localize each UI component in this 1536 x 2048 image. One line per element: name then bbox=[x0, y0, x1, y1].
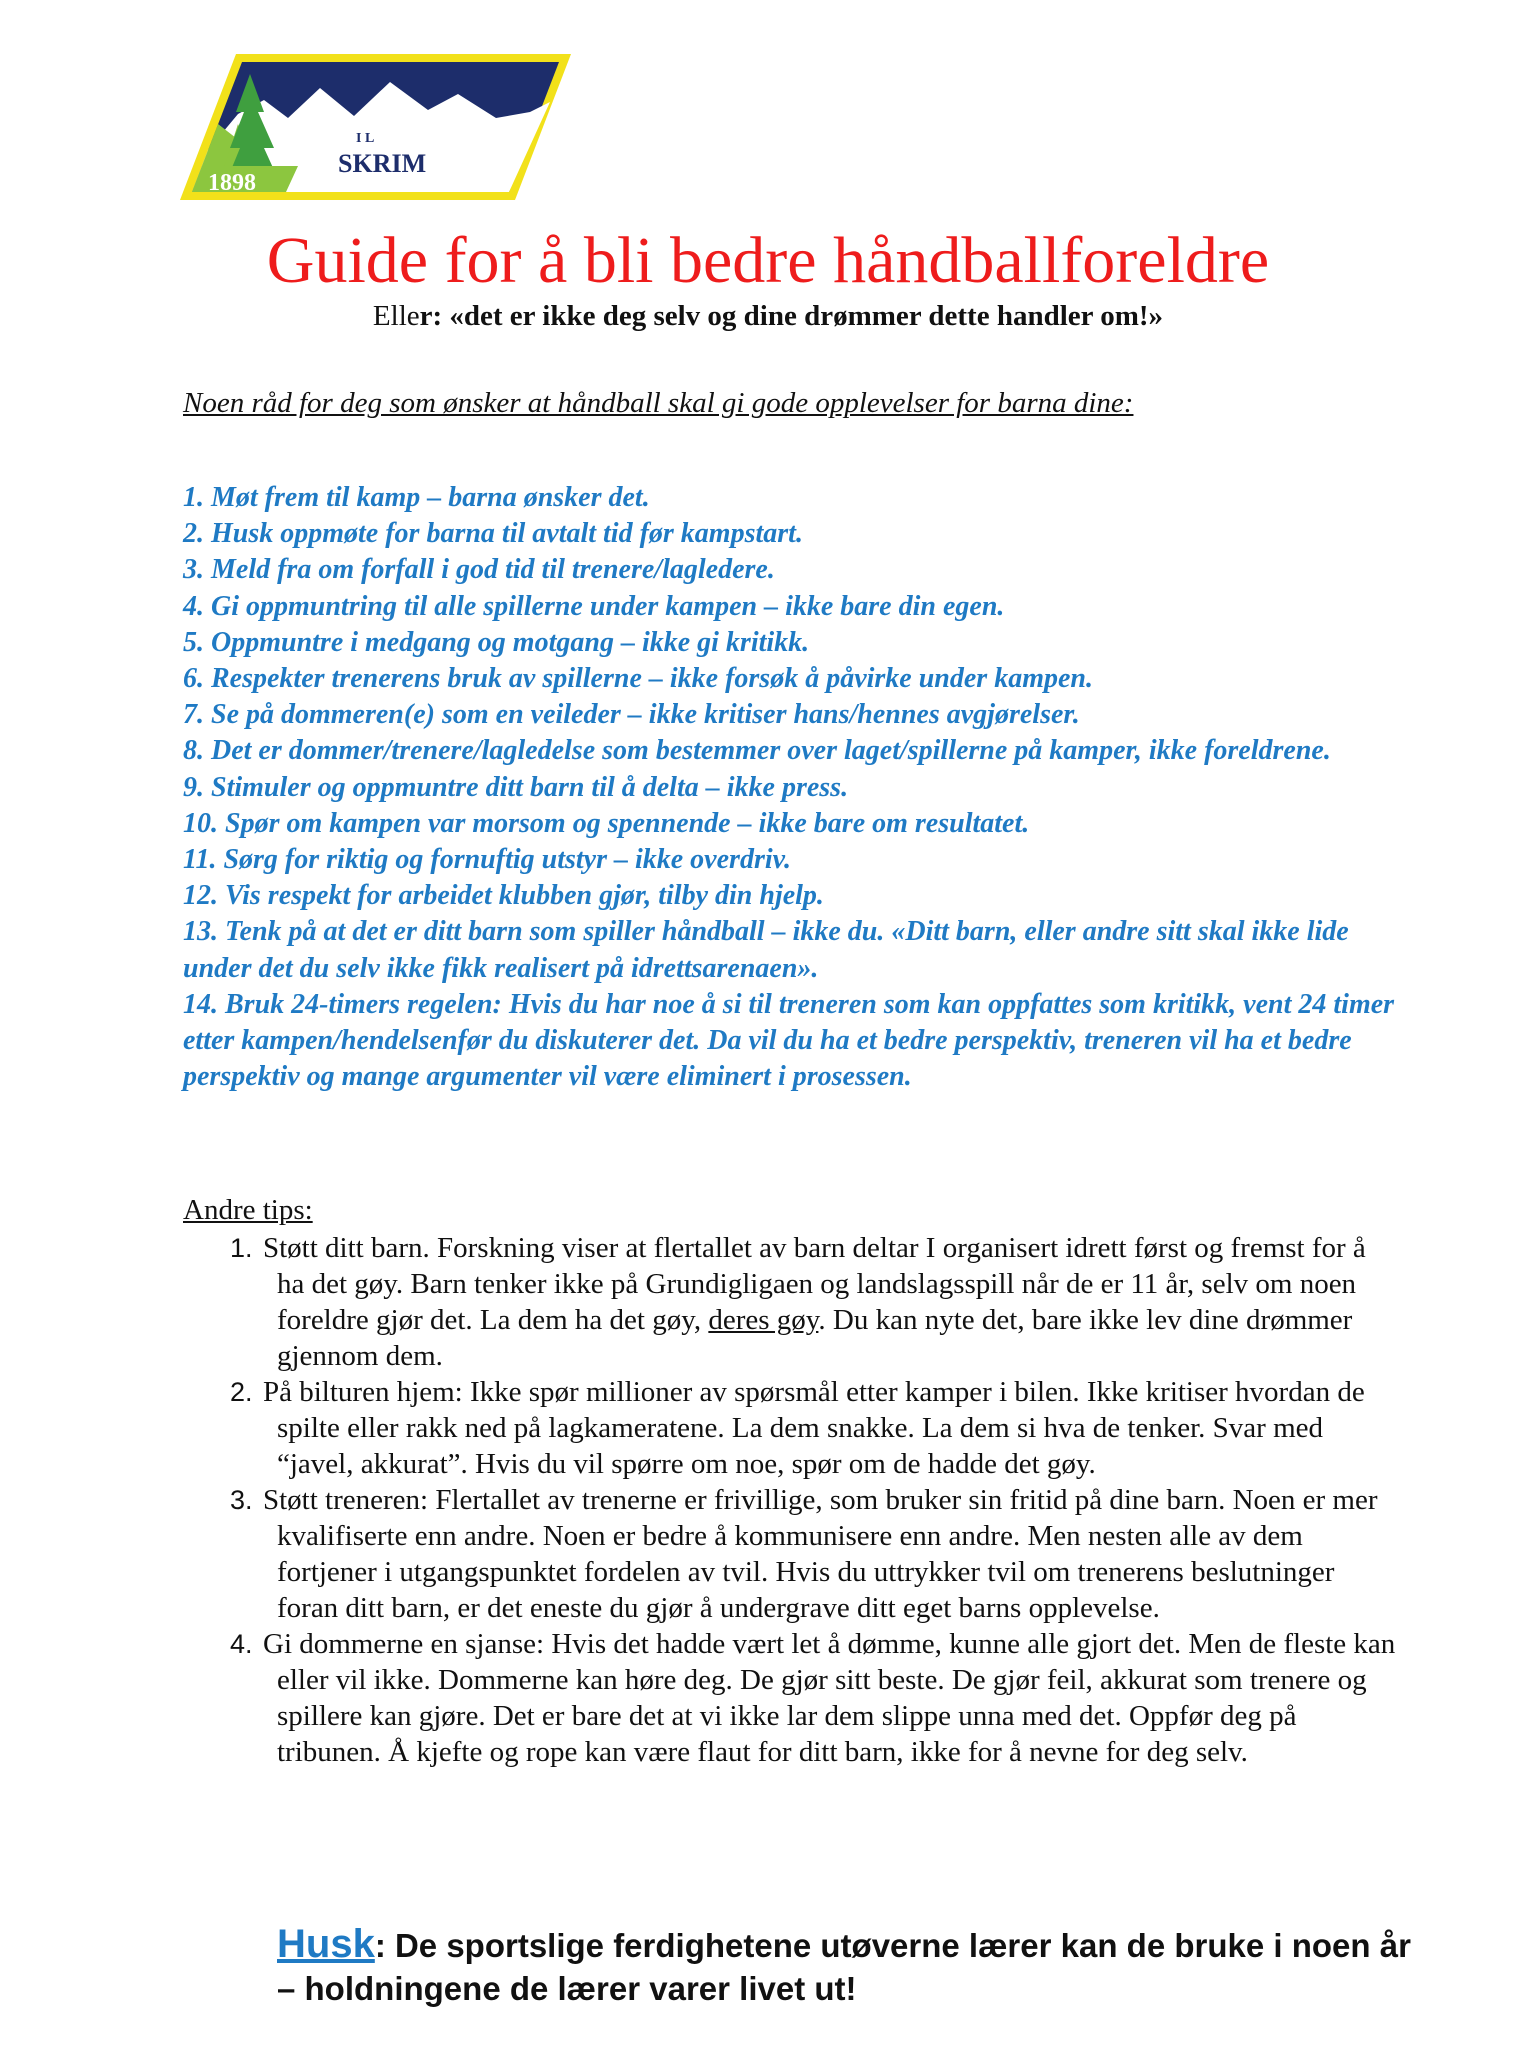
logo-club-name: SKRIM bbox=[338, 149, 427, 178]
tip-underlined-text: deres gøy bbox=[708, 1304, 819, 1336]
logo-club-prefix: I L bbox=[356, 131, 375, 146]
rule-item: 7. Se på dommeren(e) som en veileder – ikke kritiser hans/hennes avgjørelser. bbox=[183, 699, 1080, 731]
page-subtitle bbox=[0, 298, 1536, 334]
tip-number: 4. bbox=[230, 1629, 253, 1659]
rule-item: 8. Det er dommer/trenere/lagledelse som bestemmer over laget/spillerne på kamper, ikke foreldrene. bbox=[183, 735, 1331, 767]
tip-item bbox=[230, 1374, 1400, 1482]
logo-year: 1898 bbox=[208, 170, 256, 196]
rule-item: 12. Vis respekt for arbeidet klubben gjør, tilby din hjelp. bbox=[183, 880, 824, 912]
tip-number: 1. bbox=[230, 1233, 253, 1263]
husk-text: : De sportslige ferdighetene utøverne lærer kan de bruke i noen år – holdningene de lærer varer livet ut! bbox=[277, 1927, 1411, 2007]
rule-item: 3. Meld fra om forfall i god tid til trenere/lagledere. bbox=[183, 554, 775, 586]
tip-item bbox=[230, 1482, 1400, 1626]
tips-list bbox=[230, 1230, 1400, 1770]
tip-item bbox=[230, 1230, 1400, 1374]
rule-item: 1. Møt frem til kamp – barna ønsker det. bbox=[183, 482, 650, 513]
tip-text: Støtt ditt barn. Forskning viser at flertallet av barn deltar I organisert idrett først og fremst for å ha det gøy. Barn tenker ikke på Grundigligaen og landslagsspill når de er 11 år, selv om noen foreldre gjør det. La dem ha det gøy, bbox=[263, 1232, 1366, 1336]
subtitle-bold: r: «det er ikke deg selv og dine drømmer dette handler om!» bbox=[419, 300, 1164, 332]
husk-callout bbox=[277, 1923, 1417, 2010]
rule-item: 9. Stimuler og oppmuntre ditt barn til å delta – ikke press. bbox=[183, 771, 849, 803]
rule-item: 2. Husk oppmøte for barna til avtalt tid før kampstart. bbox=[183, 518, 803, 550]
husk-word: Husk bbox=[277, 1922, 375, 1966]
intro-text: Noen råd for deg som ønsker at håndball skal gi gode opplevelser for barna dine: bbox=[183, 387, 1134, 419]
rule-item: 11. Sørg for riktig og fornuftig utstyr – ikke overdriv. bbox=[183, 844, 792, 876]
tip-number: 3. bbox=[230, 1485, 253, 1515]
tips-heading: Andre tips: bbox=[183, 1194, 313, 1226]
tip-item bbox=[230, 1626, 1400, 1770]
tip-text-end: . Du kan nyte det, bare ikke lev dine drømmer gjennom dem. bbox=[277, 1304, 1353, 1372]
tip-text: Gi dommerne en sjanse: Hvis det hadde vært let å dømme, kunne alle gjort det. Men de fleste kan eller vil ikke. Dommerne kan høre deg. De gjør sitt beste. De gjør feil, akkurat som trenere og spillere kan gjøre. Det er bare det at vi ikke lar dem slippe unna med det. Oppfør deg på tribunen. Å kjefte og rope kan være flaut for ditt barn, ikke for å nevne for deg selv. bbox=[263, 1628, 1396, 1768]
tip-text: Støtt treneren: Flertallet av trenerne er frivillige, som bruker sin fritid på dine barn. Noen er mer kvalifiserte enn andre. Noen er bedre å kommunisere enn andre. Men nesten alle av dem fortjener i utgangspunktet fordelen av tvil. Hvis du uttrykker tvil om trenerens beslutninger foran ditt barn, er det eneste du gjør å undergrave ditt eget barns opplevelse. bbox=[263, 1484, 1378, 1624]
rule-item: 10. Spør om kampen var morsom og spennende – ikke bare om resultatet. bbox=[183, 807, 1030, 839]
rule-item: 6. Respekter trenerens bruk av spillerne – ikke forsøk å påvirke under kampen. bbox=[183, 663, 1093, 695]
rules-list bbox=[183, 480, 1403, 1095]
rule-item: 14. Bruk 24-timers regelen: Hvis du har noe å si til treneren som kan oppfattes som kritikk, vent 24 timer etter kampen/hendelsenfør du diskuterer det. Da vil du ha et bedre perspektiv, treneren vil ha et bedre perspektiv og mange argumenter vil være eliminert i prosessen. bbox=[183, 988, 1395, 1093]
rule-item: 13. Tenk på at det er ditt barn som spiller håndball – ikke du. «Ditt barn, eller andre sitt skal ikke lide under det du selv ikke fikk realisert på idrettsarenaen». bbox=[183, 916, 1349, 984]
page-title: Guide for å bli bedre håndballforeldre bbox=[266, 224, 1270, 297]
rule-item: 4. Gi oppmuntring til alle spillerne under kampen – ikke bare din egen. bbox=[183, 590, 1005, 622]
club-logo-graphic bbox=[178, 52, 573, 202]
tip-text: På bilturen hjem: Ikke spør millioner av spørsmål etter kamper i bilen. Ikke kritiser hvordan de spilte eller rakk ned på lagkameratene. La dem snakke. La dem si hva de tenker. Svar med “javel, akkurat”. Hvis du vil spørre om noe, spør om de hadde det gøy. bbox=[263, 1376, 1365, 1480]
tip-number: 2. bbox=[230, 1377, 253, 1407]
rule-item: 5. Oppmuntre i medgang og motgang – ikke gi kritikk. bbox=[183, 626, 810, 658]
subtitle-prefix: Elle bbox=[372, 300, 420, 332]
club-logo bbox=[178, 52, 573, 202]
